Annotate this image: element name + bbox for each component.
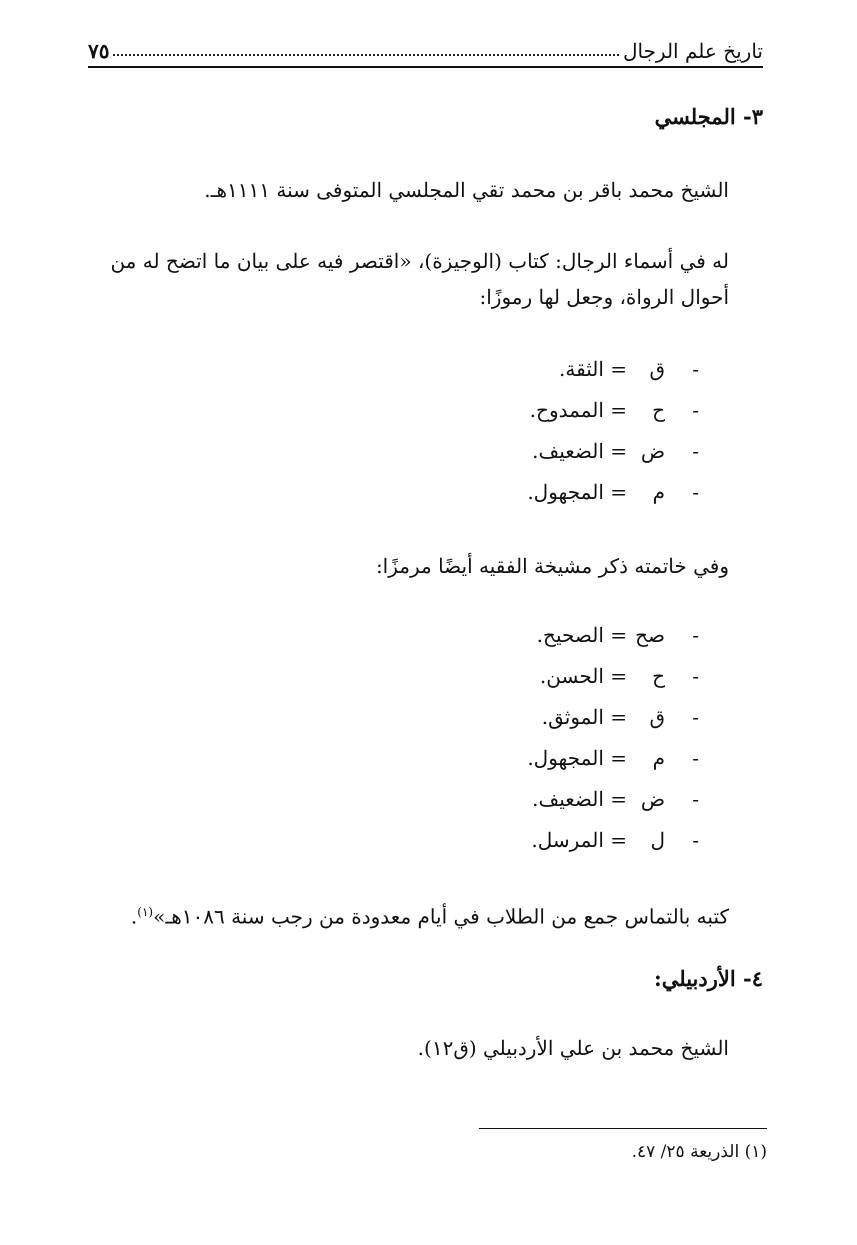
footnote-1: (١) الذريعة ٢٥/ ٤٧.: [631, 1142, 767, 1162]
ardabili-intro: الشيخ محمد بن علي الأردبيلي (ق١٢).: [417, 1036, 729, 1060]
page-number: ٧٥: [88, 39, 110, 63]
footnote-separator: [479, 1128, 767, 1129]
list-item: - ض = الضعيف.: [532, 438, 699, 463]
majlisi-intro: الشيخ محمد باقر بن محمد تقي المجلسي المتوفى سنة ١١١١هـ.: [204, 178, 729, 202]
list-item: - م = المجهول.: [527, 745, 699, 770]
list-item: - ق = الثقة.: [559, 356, 699, 381]
list-item: - ح = الممدوح.: [529, 397, 699, 422]
colophon-line: [88, 894, 729, 935]
list-item: - ق = الموثق.: [541, 704, 699, 729]
footnote-ref-1[interactable]: (١): [137, 905, 154, 919]
list-item: - ل = المرسل.: [531, 827, 699, 852]
list-item: - م = المجهول.: [527, 479, 699, 504]
symbols-list-wajiza: [527, 348, 699, 512]
majlisi-description: له في أسماء الرجال: كتاب (الوجيزة)، «اقتصر فيه على بيان ما اتضح له من أحوال الرواة، وجعل لها رموزًا:: [110, 249, 729, 309]
running-title: تاريخ علم الرجال: [622, 39, 763, 63]
khatima-line: وفي خاتمته ذكر مشيخة الفقيه أيضًا مرمزًا:: [375, 554, 729, 578]
list-item: - ح = الحسن.: [539, 663, 699, 688]
symbols-list-mashyakha: [527, 614, 699, 860]
list-item: - ض = الضعيف.: [532, 786, 699, 811]
section-heading-ardabili: ٤- الأردبيلي:: [653, 966, 763, 991]
colophon-end: .: [130, 904, 138, 929]
page-header: [88, 32, 763, 68]
section-heading-majlisi: ٣- المجلسي: [654, 104, 763, 129]
list-item: - صح = الصحيح.: [536, 622, 699, 647]
colophon-text: كتبه بالتماس جمع من الطلاب في أيام معدودة من رجب سنة ١٠٨٦هـ»: [153, 904, 729, 929]
header-dot-leader: [113, 54, 618, 56]
